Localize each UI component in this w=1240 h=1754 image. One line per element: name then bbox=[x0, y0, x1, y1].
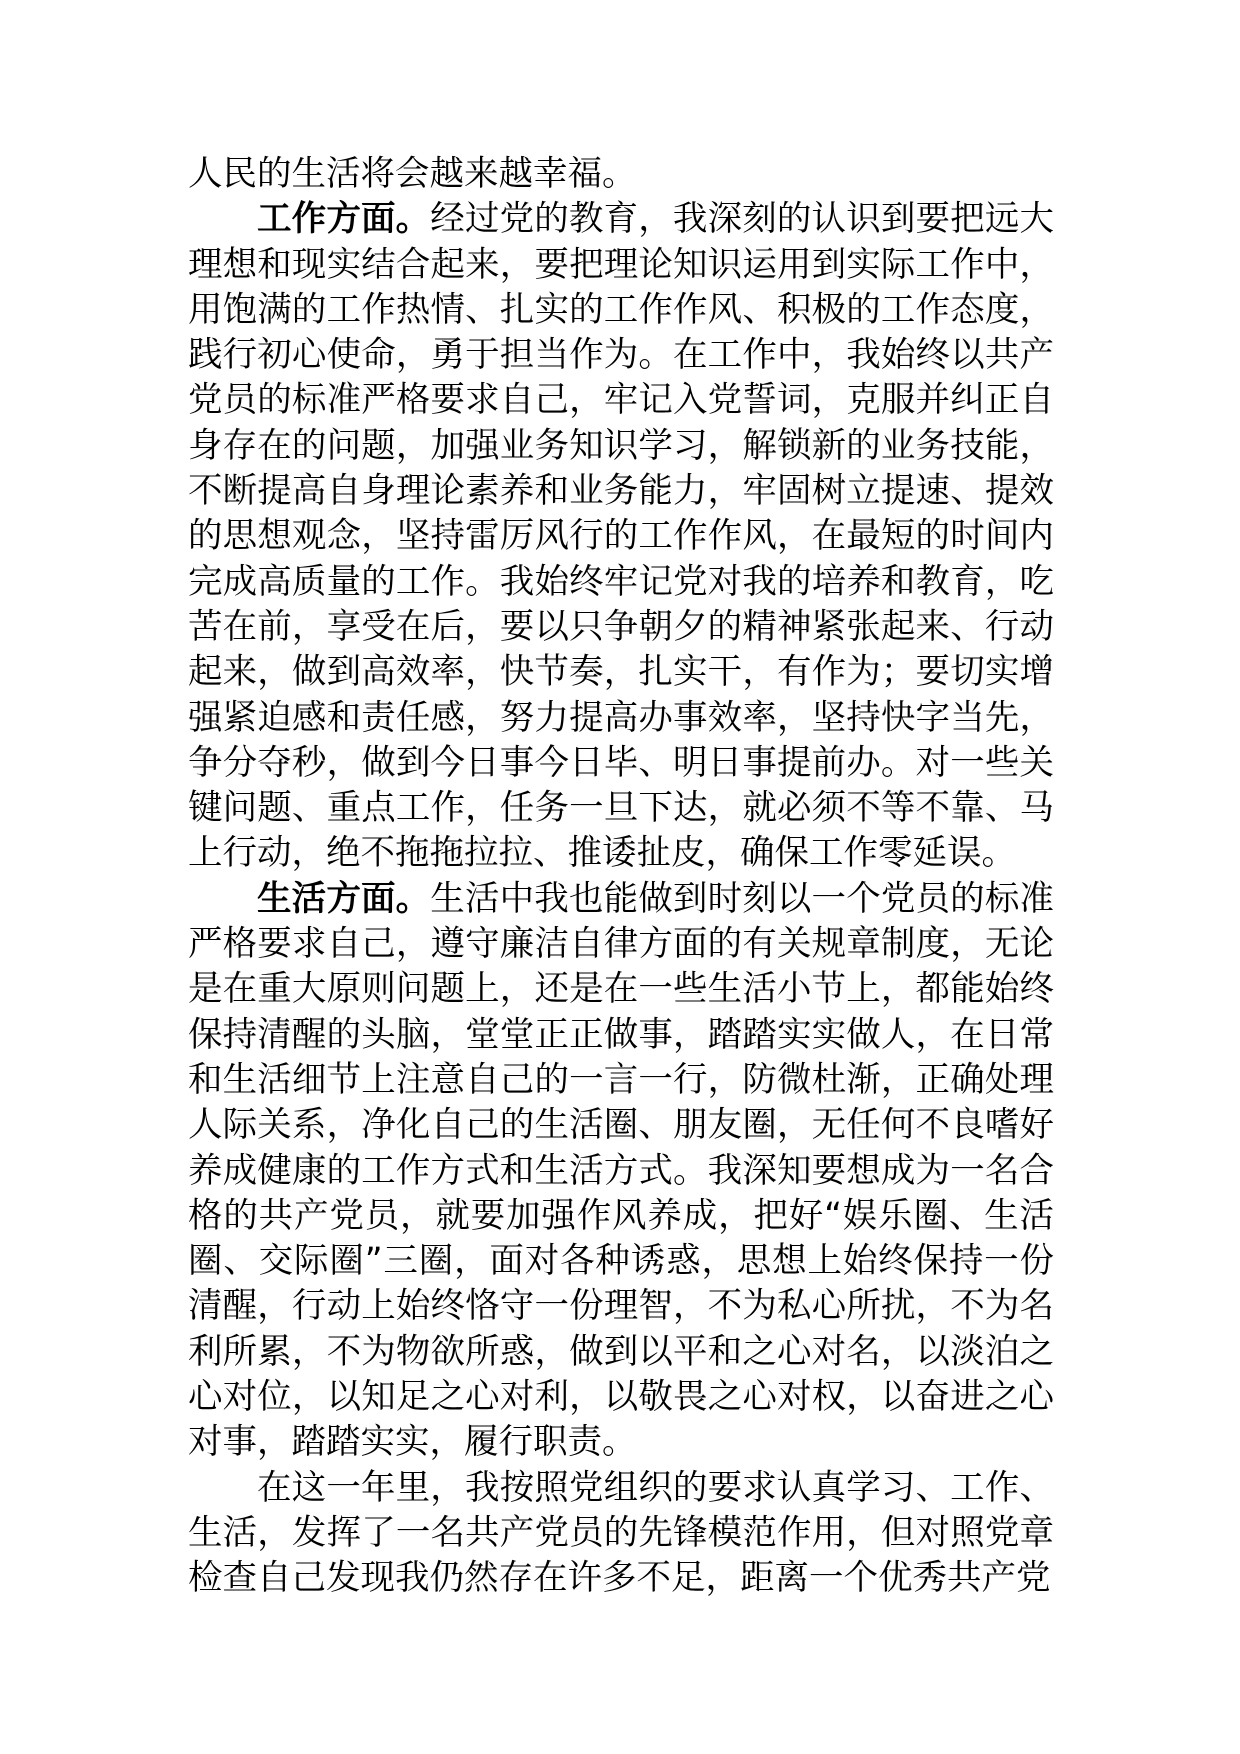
paragraph-continuation bbox=[188, 152, 1054, 197]
section-heading-work: 工作方面。 bbox=[257, 199, 431, 240]
paragraph-text: 人民的生活将会越来越幸福。 bbox=[188, 154, 637, 194]
paragraph-summary bbox=[188, 1466, 1054, 1602]
document-page bbox=[188, 152, 1054, 1602]
paragraph-work bbox=[188, 197, 1054, 876]
paragraph-text: 生活中我也能做到时刻以一个党员的标准严格要求自己，遵守廉洁自律方面的有关规章制度，无论是在重大原则问题上，还是在一些生活小节上，都能始终保持清醒的头脑，堂堂正正做事，踏踏实实做人，在日常和生活细节上注意自己的一言一行，防微杜渐，正确处理人际关系，净化自己的生活圈、朋友圈，无任何不良嗜好养成健康的工作方式和生活方式。我深知要想成为一名合格的共产党员，就要加强作风养成，把好“娱乐圈、生活圈、交际圈”三圈，面对各种诱惑，思想上始终保持一份清醒，行动上始终恪守一份理智，不为私心所扰，不为名利所累，不为物欲所惑，做到以平和之心对名，以淡泊之心对位，以知足之心对利，以敬畏之心对权，以奋进之心对事，踏踏实实，履行职责。 bbox=[188, 878, 1054, 1463]
paragraph-life bbox=[188, 877, 1054, 1466]
paragraph-text: 经过党的教育，我深刻的认识到要把远大理想和现实结合起来，要把理论知识运用到实际工作中，用饱满的工作热情、扎实的工作作风、积极的工作态度，践行初心使命，勇于担当作为。在工作中，我始终以共产党员的标准严格要求自己，牢记入党誓词，克服并纠正自身存在的问题，加强业务知识学习，解锁新的业务技能，不断提高自身理论素养和业务能力，牢固树立提速、提效的思想观念，坚持雷厉风行的工作作风，在最短的时间内完成高质量的工作。我始终牢记党对我的培养和教育，吃苦在前，享受在后，要以只争朝夕的精神紧张起来、行动起来，做到高效率，快节奏，扎实干，有作为；要切实增强紧迫感和责任感，努力提高办事效率，坚持快字当先，争分夺秒，做到今日事今日毕、明日事提前办。对一些关键问题、重点工作，任务一旦下达，就必须不等不靠、马上行动，绝不拖拖拉拉、推诿扯皮，确保工作零延误。 bbox=[188, 199, 1054, 874]
paragraph-text: 在这一年里，我按照党组织的要求认真学习、工作、生活，发挥了一名共产党员的先锋模范作用，但对照党章检查自己发现我仍然存在许多不足，距离一个优秀共产党 bbox=[188, 1467, 1054, 1599]
section-heading-life: 生活方面。 bbox=[257, 878, 431, 919]
